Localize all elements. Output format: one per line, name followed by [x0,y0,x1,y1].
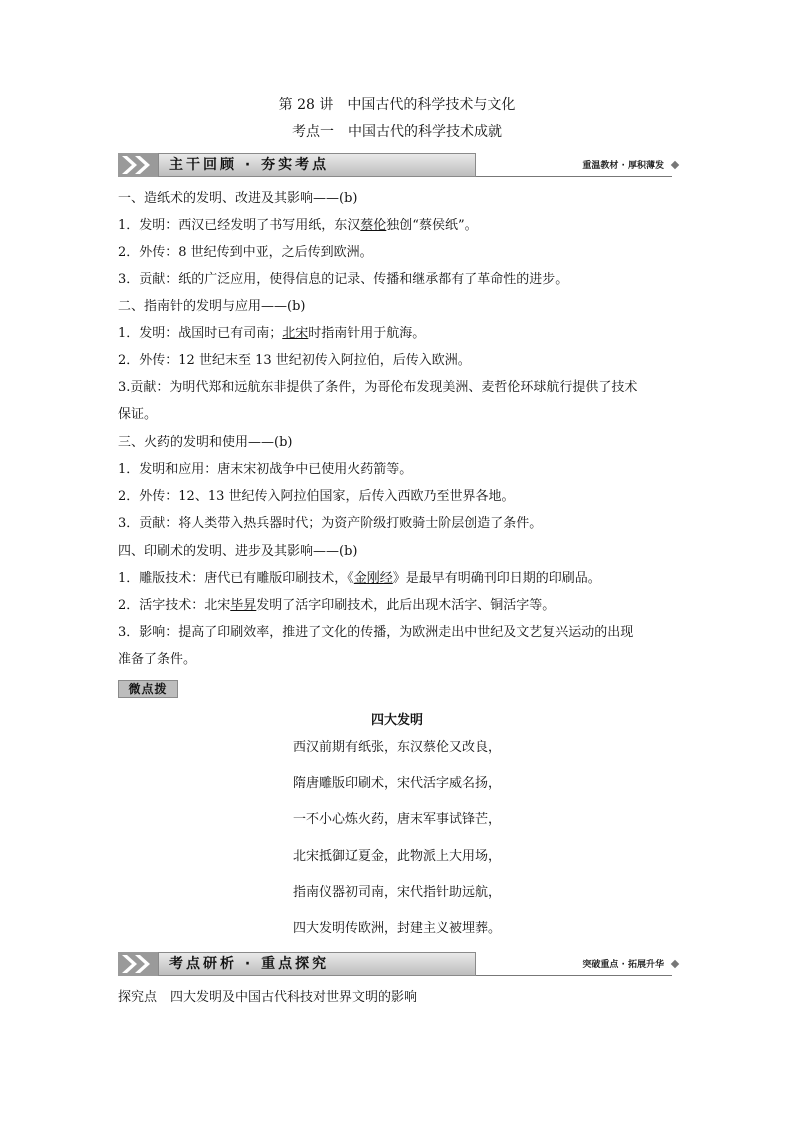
inquiry-point: 探究点 四大发明及中国古代科技对世界文明的影响 [118,990,418,1005]
text-span: 》是最早有明确刊印日期的印刷品。 [392,571,601,586]
banner-label: 主干回顾 · 夯实考点 [158,153,476,177]
poem-line: 指南仪器初司南，宋代指针助远航， [292,885,501,900]
paragraph-line: 3．贡献：将人类带入热兵器时代；为资产阶级打败骑士阶层创造了条件。 [118,516,543,531]
poem-line: 四大发明传欧洲，封建主义被埋葬。 [292,921,501,936]
exam-point-title: 考点一 中国古代的科学技术成就 [292,124,502,140]
poem-line: 一不小心炼火药，唐末军事试锋芒， [292,812,501,827]
text-span: 1．发明：战国时已有司南； [118,326,283,341]
poem-line: 西汉前期有纸张，东汉蔡伦又改良， [292,740,501,755]
text-span: 1．发明：西汉已经发明了书写用纸，东汉 [118,218,361,233]
poem-line: 隋唐雕版印刷术，宋代活字威名扬， [292,776,501,791]
paragraph-line: 2．外传：12、13 世纪传入阿拉伯国家，后传入西欧乃至世界各地。 [118,489,515,504]
section-banner-review [118,151,680,179]
paragraph-line: 准备了条件。 [118,652,197,667]
paragraph-line: 1．发明和应用：唐末宋初战争中已使用火药箭等。 [118,462,413,477]
section-heading: 二、指南针的发明与应用——(b) [118,299,306,314]
tip-label: 微点拨 [118,680,178,698]
text-span: 时指南针用于航海。 [308,326,426,341]
banner-rule [476,975,672,976]
banner-tagline: 突破重点 · 拓展升华 [582,960,664,970]
text-span: 独创“蔡侯纸”。 [386,218,478,233]
poem-line: 北宋抵御辽夏金，此物派上大用场， [292,849,501,864]
double-chevron-icon [118,153,160,177]
text-span: 2．活字技术：北宋 [118,598,231,613]
paragraph-line: 3．贡献：纸的广泛应用，使得信息的记录、传播和继承都有了革命性的进步。 [118,272,569,287]
paragraph-line [118,597,688,615]
section-heading: 三、火药的发明和使用——(b) [118,435,293,450]
section-heading: 一、造纸术的发明、改进及其影响——(b) [118,191,358,206]
paragraph-line: 3．影响：提高了印刷效率，推进了文化的传播，为欧洲走出中世纪及文艺复兴运动的出现 [118,625,634,640]
diamond-icon [671,960,679,968]
poem-title: 四大发明 [370,713,423,728]
underlined-term: 蔡伦 [360,218,387,233]
paragraph-line: 3.贡献：为明代郑和远航东非提供了条件，为哥伦布发现美洲、麦哲伦环球航行提供了技术 [118,380,638,395]
paragraph-line: 2．外传：8 世纪传到中亚，之后传到欧洲。 [118,245,373,260]
section-heading: 四、印刷术的发明、进步及其影响——(b) [118,544,358,559]
paragraph-line [118,325,688,343]
underlined-term: 毕昇 [230,598,257,613]
lecture-title: 第 28 讲 中国古代的科学技术与文化 [278,97,516,113]
banner-rule [476,176,672,177]
text-span: 1．雕版技术：唐代已有雕版印刷技术，《 [118,571,354,586]
paragraph-line: 保证。 [118,407,158,422]
text-span: 发明了活字印刷技术，此后出现木活字、铜活字等。 [256,598,556,613]
banner-tagline: 重温教材 · 厚积薄发 [582,161,664,171]
paragraph-line [118,217,688,235]
underlined-term: 金刚经 [353,571,393,586]
paragraph-line: 2．外传：12 世纪末至 13 世纪初传入阿拉伯，后传入欧洲。 [118,353,471,368]
double-chevron-icon [118,952,160,976]
underlined-term: 北宋 [282,326,309,341]
diamond-icon [671,161,679,169]
section-banner-analysis [118,950,680,978]
banner-label: 考点研析 · 重点探究 [158,952,476,976]
paragraph-line [118,570,688,588]
